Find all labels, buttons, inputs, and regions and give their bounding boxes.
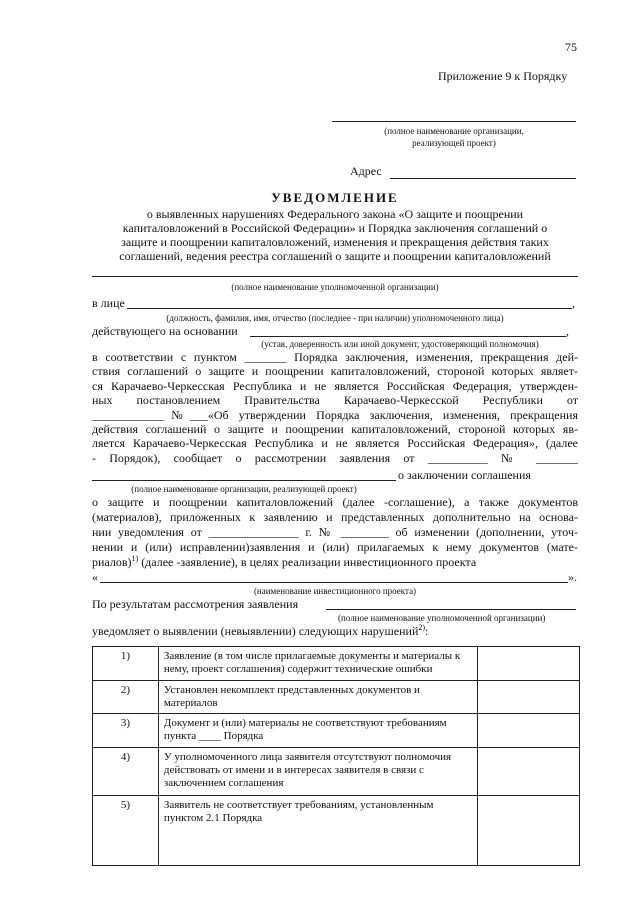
quote-open: «	[92, 570, 98, 584]
position-caption: (должность, фамилия, имя, отчество (последнее - при наличии) уполномоченного лица)	[166, 313, 504, 323]
acting-basis-label: действующего на основании	[92, 324, 238, 338]
row-mark-cell[interactable]	[478, 647, 580, 681]
paragraph-line: ся Карачаево-Черкесская Республика и не является Российская Федерация, утвержден-	[92, 378, 578, 393]
table-row	[93, 748, 580, 796]
row-text: У уполномоченного лица заявителя отсутствуют полномочия действовать от имени и в интересах заявителя в связи с заключением соглашения	[158, 748, 477, 796]
row-mark-cell[interactable]	[478, 748, 580, 796]
subtitle-line: о выявленных нарушениях Федерального закона «О защите и поощрении	[146, 207, 524, 221]
authorized-org-caption: (полное наименование уполномоченной организации)	[231, 282, 439, 292]
authorized-org-caption-2: (полное наименование уполномоченной организации)	[338, 613, 546, 623]
row-mark-cell[interactable]	[478, 796, 580, 866]
basis-line	[250, 336, 566, 337]
paragraph-line: о защите и поощрении капиталовложений (далее -соглашение), а также документов	[92, 495, 578, 509]
in-person-label: в лице	[92, 296, 125, 310]
basis-caption: (устав, доверенность или иной документ, удостоверяющий полномочия)	[261, 339, 539, 349]
conclusion-suffix: о заключении соглашения	[398, 468, 531, 482]
notice-subtitle	[80, 207, 590, 263]
review-line	[326, 609, 576, 610]
row-number: 4)	[93, 748, 159, 796]
paragraph-line: в соответствии с пунктом _______ Порядка заключения, изменения, прекращения дей-	[92, 350, 578, 364]
org-caption-2: реализующей проект)	[412, 138, 496, 148]
paragraph-line: ____________№___«Об утверждении Порядка заключения, изменения, прекращения	[92, 407, 578, 422]
project-line	[100, 582, 568, 583]
subtitle-line: защите и поощрении капиталовложений, изменения и прекращения действия таких	[121, 235, 549, 249]
footnote-2: 2)	[418, 623, 426, 632]
row-number: 2)	[93, 681, 159, 714]
document-page: 75 Приложение 9 к Порядку (полное наименование организации, реализующей проект) Адрес УВЕДОМЛЕНИЕ о выявленных нарушениях Федерального закона «О защите и поощрении капиталовложений в Российской Федерации» и Порядка заключения соглашений о защите и поощрении капиталовложений, изменения и прекращения действия таких соглашений, ведения реестра соглашений о защите и поощрении капиталовложений (полное наименование уполномоченной организации) в лице , (должность, фамилия, имя, отчество (последнее - при наличии) уполномоченного лица) действующего на основании , (устав, доверенность или иной документ, удостоверяющий полномочия) в соответствии с пунктом _______ Порядка заключения, изменения, прекращения дей- ствия соглашений о защите и поощрении капиталовложений, стороной которых являет- ся Карачаево-Черкесская Республика и не является Российская Федерация, утвержден- ных постановлением Правительства Карачаево-Черкесской Республики от ____________№___«Об утверждении Порядка заключения, изменения, прекращения действия соглашений о защите и поощрении капиталовложений, стороной которых яв- ляется Карачаево-Черкесская Республика и не является Российская Федерация», (далее - Порядок), сообщает о рассмотрении заявления от __________ № _______ о заключении соглашения (полное наименование организации, реализующей проект) о защите и поощрении капиталовложений (далее -соглашение), а также документов (материалов), приложенных к заявлению и представленных дополнительно на основа- нии уведомления от _______________ г. № ________ об изменении (дополнении, уточ- нении и (или) исправлении)заявления и (или) прилагаемых к нему документов (мате- риалов)$^{1)}$ (далее -заявление), в целях реализации инвестиционного проекта « ». (наименование инвестиционного проекта) По результатам рассмотрения заявления (полное наименование уполномоченной организации) уведомляет о выявлении (невыявлении) следующих нарушений$^{2)}$: 1) Заявление (в том числе прилагаемые документы и материалы к нему, проект соглашения) содержит технические ошибки 2) Установлен некомплект представленных документов и материалов 3) Документ и (или) материалы не соответствуют требованиям пункта ____ Порядка 4) У уполномоченного лица заявителя отсутствуют полномочия действовать от имени и в интересах заявителя в связи с заключением соглашения 5) Заявитель не соответствует требованиям, установленным пунктом 2.1 Порядка	[0, 0, 640, 905]
row-mark-cell[interactable]	[478, 714, 580, 748]
authorized-org-line	[92, 276, 578, 277]
paragraph-line: нии уведомления от _______________ г. № ________ об изменении (дополнении, уточ-	[92, 525, 578, 539]
paragraph-line: (материалов), приложенных к заявлению и представленных дополнительно на основа-	[92, 510, 578, 524]
paragraph-line: ляется Карачаево-Черкесская Республика и не является Российская Федерация», (далее	[92, 436, 578, 451]
org-project-caption: (полное наименование организации, реализующей проект)	[131, 484, 357, 494]
quote-close: ».	[568, 570, 577, 584]
row-number: 1)	[93, 647, 159, 681]
review-label: По результатам рассмотрения заявления	[92, 597, 299, 611]
address-label: Адрес	[350, 164, 382, 178]
position-line	[127, 308, 572, 309]
address-line	[390, 178, 576, 179]
row-number: 3)	[93, 714, 159, 748]
notify-text: уведомляет о выявлении (невыявлении) следующих нарушений$^{2)}$:	[92, 623, 429, 638]
table-row	[93, 714, 580, 748]
project-caption: (наименование инвестиционного проекта)	[253, 586, 417, 596]
applicant-line	[92, 480, 396, 481]
paragraph-1	[92, 350, 578, 465]
subtitle-line: соглашений, ведения реестра соглашений о защите и поощрении капиталовложений	[119, 249, 551, 263]
subtitle-line: капиталовложений в Российской Федерации» и Порядка заключения соглашений о	[122, 221, 548, 235]
appendix-label: Приложение 9 к Порядку	[438, 69, 568, 83]
footnote-1: 1)	[131, 554, 139, 563]
row-mark-cell[interactable]	[478, 681, 580, 714]
notice-title: УВЕДОМЛЕНИЕ	[271, 190, 399, 205]
org-name-line	[332, 121, 576, 122]
paragraph-2	[92, 495, 578, 570]
paragraph-line: ных постановлением Правительства Карачаево-Черкесской Республики от	[92, 393, 578, 408]
row-text: Установлен некомплект представленных документов и материалов	[158, 681, 477, 714]
table-row	[93, 647, 580, 681]
row-number: 5)	[93, 796, 159, 866]
paragraph-line: ствия соглашений о защите и поощрении капиталовложений, стороной которых являет-	[92, 364, 578, 379]
table-row	[93, 681, 580, 714]
paragraph-line: риалов)$^{1)}$ (далее -заявление), в целях реализации инвестиционного проекта	[92, 554, 477, 569]
row-text: Заявитель не соответствует требованиям, установленным пунктом 2.1 Порядка	[158, 796, 477, 866]
violations-table	[92, 646, 580, 866]
row-text: Документ и (или) материалы не соответствуют требованиям пункта ____ Порядка	[158, 714, 477, 748]
paragraph-line: действия соглашений о защите и поощрении капиталовложений, стороной которых яв-	[92, 421, 578, 436]
row-text: Заявление (в том числе прилагаемые документы и материалы к нему, проект соглашения) содержит технические ошибки	[158, 647, 477, 681]
table-row	[93, 796, 580, 866]
page-number: 75	[565, 40, 577, 54]
paragraph-line: нении и (или) исправлении)заявления и (или) прилагаемых к нему документов (мате-	[92, 540, 578, 554]
org-caption-1: (полное наименование организации,	[384, 126, 524, 136]
paragraph-line: - Порядок), сообщает о рассмотрении заявления от __________ № _______	[92, 450, 578, 465]
